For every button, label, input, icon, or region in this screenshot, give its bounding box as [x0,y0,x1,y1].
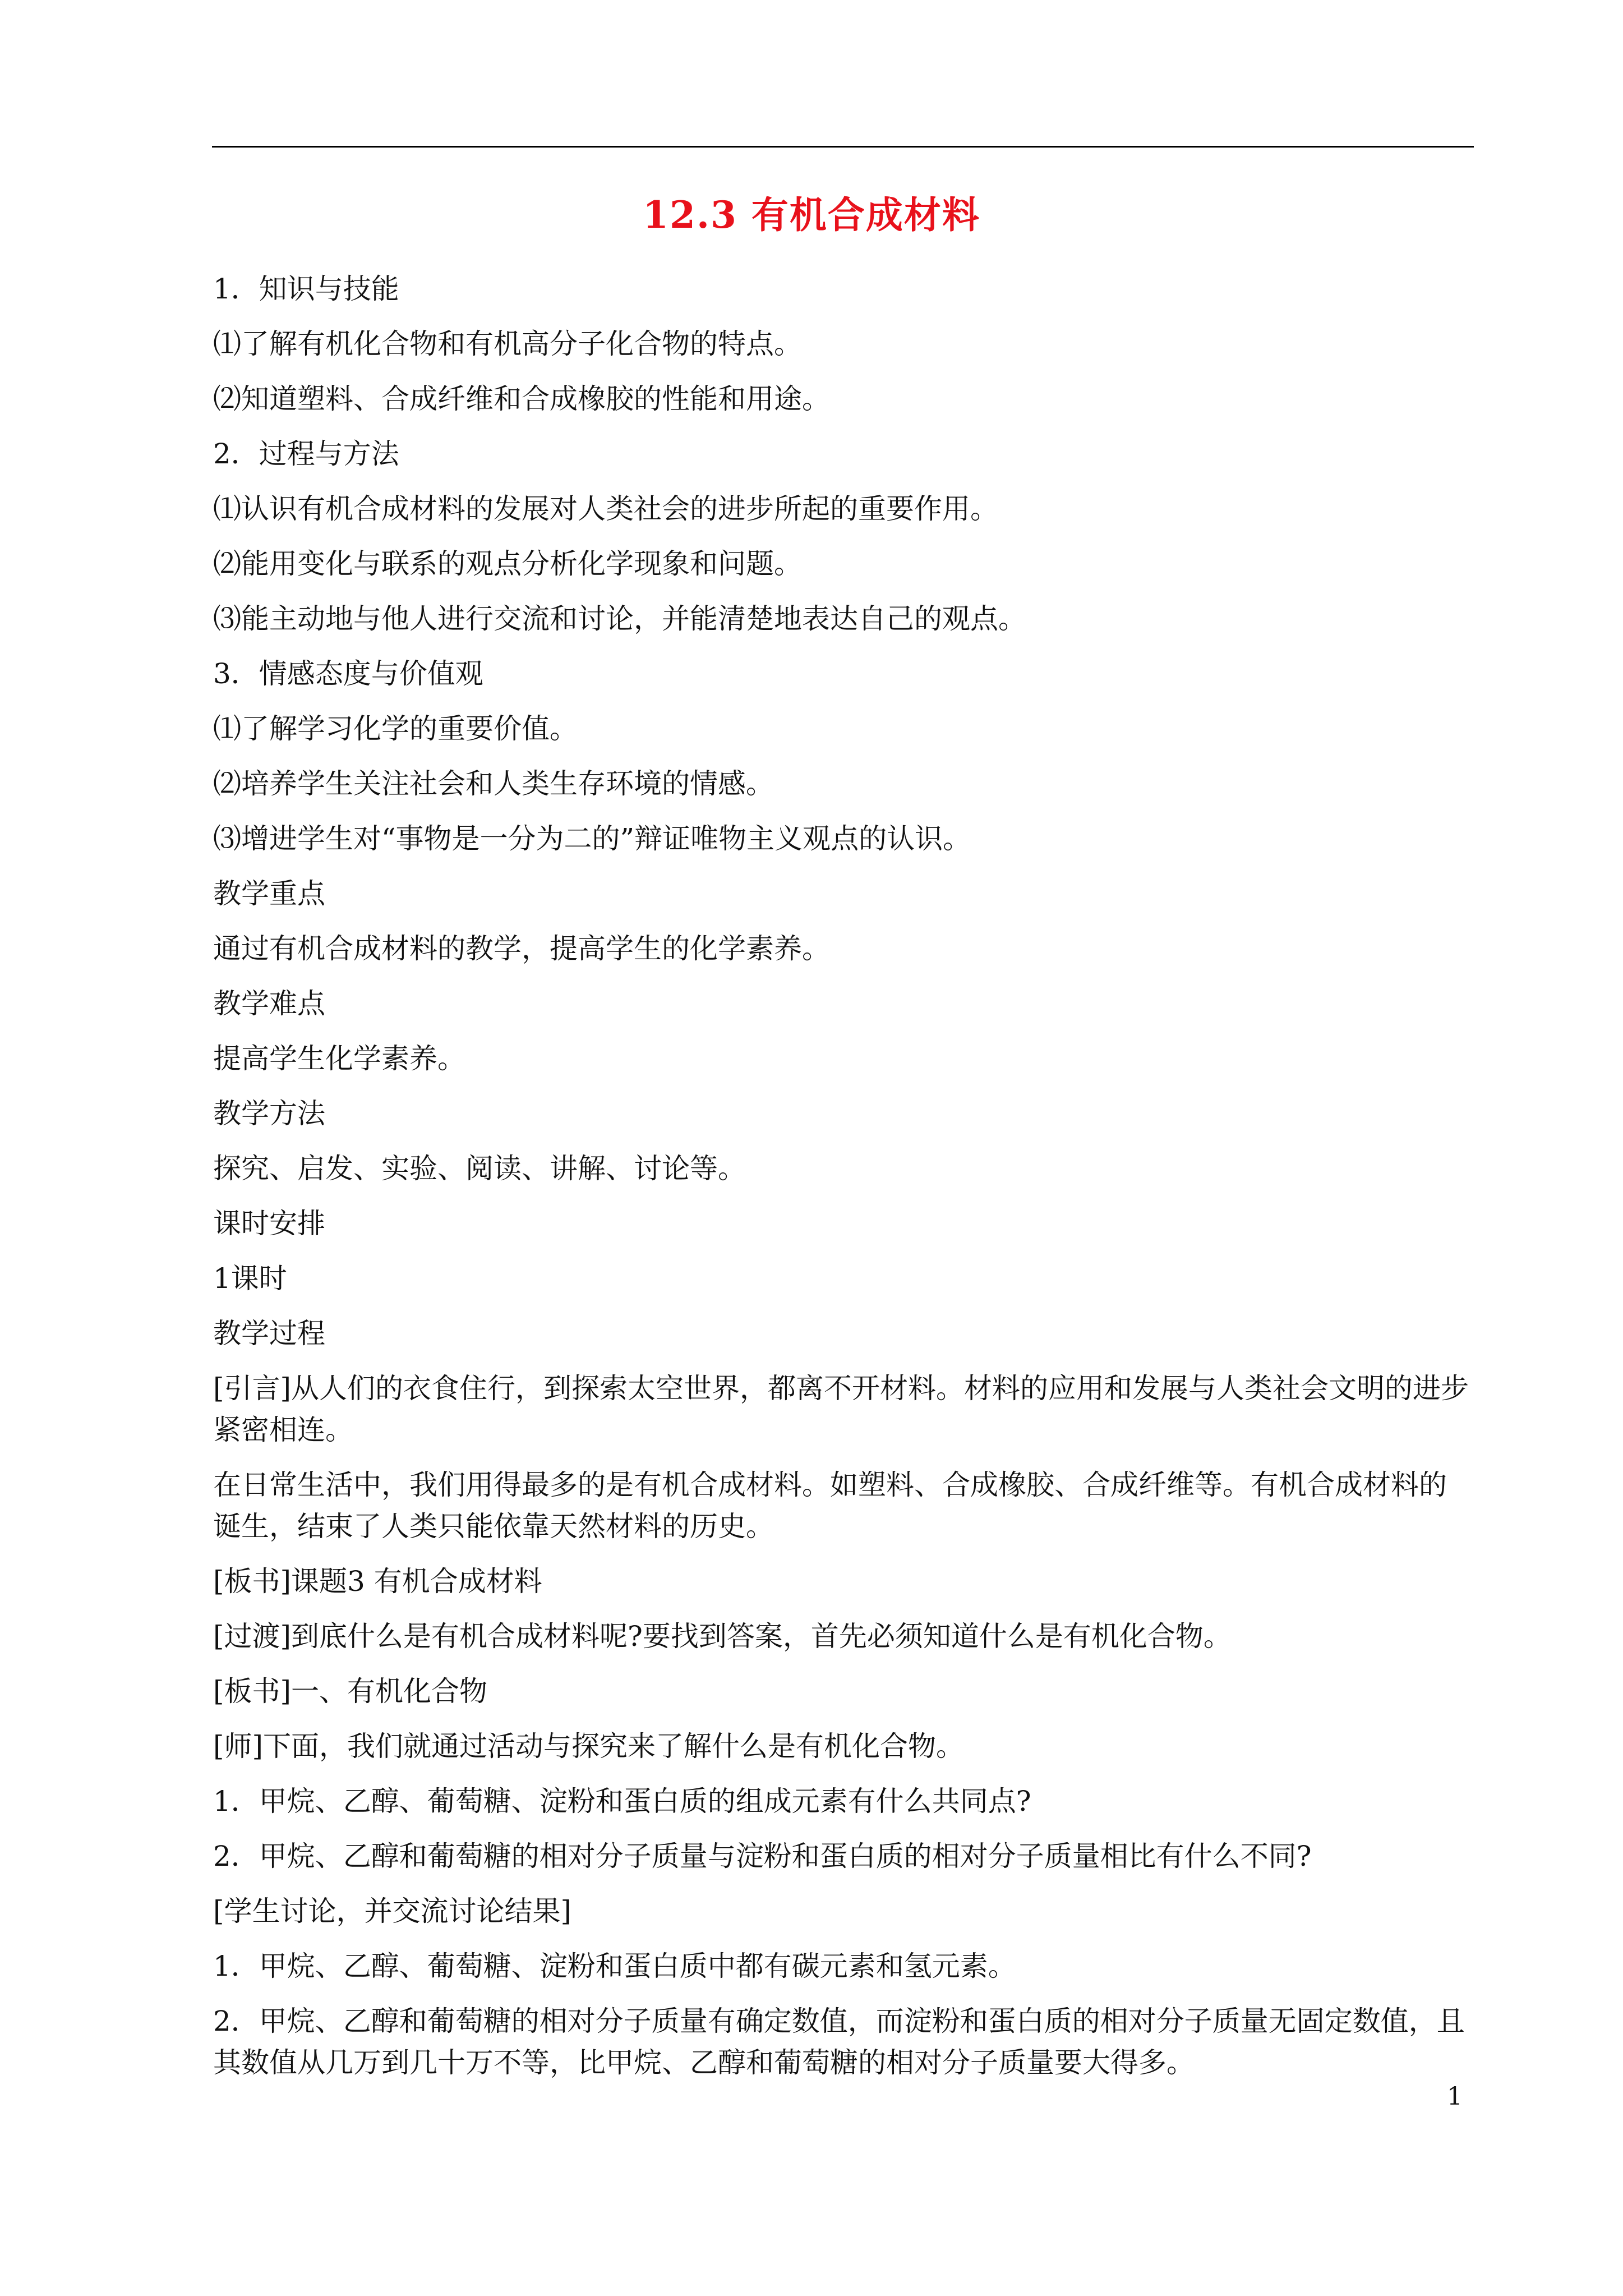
paragraph: ⑴认识有机合成材料的发展对人类社会的进步所起的重要作用。 [213,493,998,525]
paragraph: [学生讨论，并交流讨论结果] [213,1895,572,1927]
paragraph: ⑵培养学生关注社会和人类生存环境的情感。 [213,767,774,800]
paragraph: 2．甲烷、乙醇和葡萄糖的相对分子质量与淀粉和蛋白质的相对分子质量相比有什么不同? [213,1840,1312,1872]
paragraph: 1课时 [213,1262,287,1295]
paragraph: ⑴了解学习化学的重要价值。 [213,712,578,745]
paragraph: 2．甲烷、乙醇和葡萄糖的相对分子质量有确定数值，而淀粉和蛋白质的相对分子质量无固定数值，且其数值从几万到几十万不等，比甲烷、乙醇和葡萄糖的相对分子质量要大得多。 [213,2005,1465,2079]
paragraph: 1．甲烷、乙醇、葡萄糖、淀粉和蛋白质的组成元素有什么共同点? [213,1785,1031,1818]
section-heading: 教学方法 [213,1097,325,1130]
section-heading: 课时安排 [213,1207,325,1240]
paragraph: [板书]课题3 有机合成材料 [213,1565,542,1598]
page-title: 12.3 有机合成材料 [643,193,980,237]
paragraph: 探究、启发、实验、阅读、讲解、讨论等。 [213,1152,746,1185]
paragraph: ⑵知道塑料、合成纤维和合成橡胶的性能和用途。 [213,383,830,415]
page-number: 1 [1447,2082,1463,2111]
paragraph: 通过有机合成材料的教学，提高学生的化学素养。 [213,932,830,965]
section-heading: 2．过程与方法 [213,438,399,470]
paragraph: 1．甲烷、乙醇、葡萄糖、淀粉和蛋白质中都有碳元素和氢元素。 [213,1950,1016,1982]
paragraph: ⑶增进学生对“事物是一分为二的”辩证唯物主义观点的认识。 [213,822,971,855]
paragraph: 提高学生化学素养。 [213,1042,465,1075]
paragraph: [师]下面，我们就通过活动与探究来了解什么是有机化合物。 [213,1730,965,1763]
paragraph: ⑵能用变化与联系的观点分析化学现象和问题。 [213,547,802,580]
paragraph: ⑴了解有机化合物和有机高分子化合物的特点。 [213,328,802,360]
paragraph: [过渡]到底什么是有机合成材料呢?要找到答案，首先必须知道什么是有机化合物。 [213,1620,1232,1653]
paragraph: ⑶能主动地与他人进行交流和讨论，并能清楚地表达自己的观点。 [213,602,1026,635]
section-heading: 3．情感态度与价值观 [213,657,483,690]
section-heading: 教学重点 [213,877,325,910]
paragraph: [板书]一、有机化合物 [213,1675,488,1708]
section-heading: 1．知识与技能 [213,273,399,305]
paragraph: [引言]从人们的衣食住行，到探索太空世界，都离不开材料。材料的应用和发展与人类社会文明的进步紧密相连。 [213,1372,1469,1446]
section-heading: 教学难点 [213,987,325,1020]
section-heading: 教学过程 [213,1317,325,1350]
paragraph: 在日常生活中，我们用得最多的是有机合成材料。如塑料、合成橡胶、合成纤维等。有机合成材料的诞生，结束了人类只能依靠天然材料的历史。 [213,1469,1447,1543]
document-body [213,268,1474,2083]
header-rule [212,146,1474,148]
